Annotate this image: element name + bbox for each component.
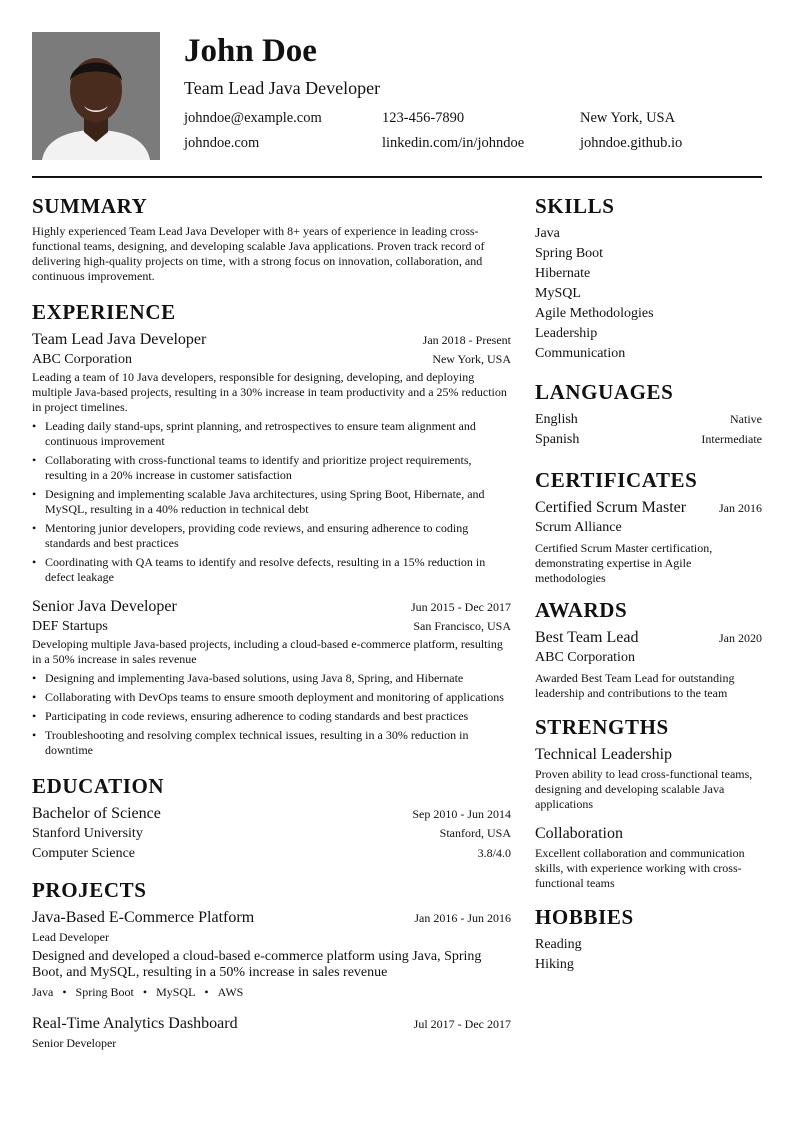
certificate-name: Certified Scrum Master bbox=[535, 499, 687, 516]
job-summary: Leading a team of 10 Java developers, responsible for designing, developing, and deploying multiple Java-based projects, resulting in a 30% increase in team productivity and a 25% reduction in project timelines. bbox=[32, 370, 507, 414]
strength-description: Proven ability to lead cross-functional teams, designing and developing scalable Java applications bbox=[535, 767, 753, 811]
project-tags bbox=[32, 984, 511, 1000]
education-dates: Sep 2010 - Jun 2014 bbox=[412, 807, 511, 821]
section-title: EXPERIENCE bbox=[32, 300, 176, 324]
project-role: Senior Developer bbox=[32, 1036, 117, 1050]
job-location: San Francisco, USA bbox=[413, 619, 511, 633]
list-item: • Participating in code reviews, ensuring adherence to coding standards and best practices bbox=[32, 709, 511, 724]
contact-email[interactable]: johndoe@example.com bbox=[184, 110, 322, 126]
award-name: Best Team Lead bbox=[535, 629, 639, 646]
project-name: Java-Based E-Commerce Platform bbox=[32, 909, 255, 926]
section-title: EDUCATION bbox=[32, 774, 165, 798]
section-title: HOBBIES bbox=[535, 905, 634, 929]
hobbies-section bbox=[535, 905, 762, 975]
contact-location: New York, USA bbox=[580, 110, 676, 126]
skills-list bbox=[535, 224, 762, 364]
project-entry bbox=[32, 1014, 511, 1051]
list-item: Communication bbox=[535, 346, 626, 361]
section-title: AWARDS bbox=[535, 598, 628, 622]
education-gpa: 3.8/4.0 bbox=[477, 846, 511, 860]
list-item: Hibernate bbox=[535, 266, 591, 281]
experience-entry bbox=[32, 330, 511, 585]
left-column bbox=[32, 194, 511, 1051]
job-role: Team Lead Java Developer bbox=[32, 331, 207, 348]
job-bullets bbox=[32, 419, 511, 585]
contact-website[interactable]: johndoe.com bbox=[184, 135, 260, 151]
certificate-date: Jan 2016 bbox=[719, 501, 762, 515]
list-item: MySQL bbox=[535, 286, 581, 301]
list-item: • Collaborating with cross-functional teams to identify and prioritize project requirements, resulting in a 20% increase in customer satisfaction bbox=[32, 453, 511, 483]
award-description: Awarded Best Team Lead for outstanding leadership and contributions to the team bbox=[535, 671, 735, 700]
summary-text: Highly experienced Team Lead Java Developer with 8+ years of experience in leading cross-functional teams, designing, and developing scalable Java applications. Proven track record of delivering high-quality projects on time, with a strong focus on innovation, collaboration, and continuous improvement. bbox=[32, 224, 485, 283]
education-school: Stanford University bbox=[32, 826, 143, 841]
job-dates: Jun 2015 - Dec 2017 bbox=[411, 600, 511, 614]
section-title: CERTIFICATES bbox=[535, 468, 698, 492]
project-entry bbox=[32, 908, 511, 1000]
tag: Spring Boot bbox=[75, 985, 134, 999]
experience-section bbox=[32, 300, 511, 758]
education-location: Stanford, USA bbox=[439, 826, 511, 840]
strength-description: Excellent collaboration and communication skills, with experience working with cross-functional teams bbox=[535, 846, 745, 890]
tag-separator: • bbox=[142, 985, 148, 999]
strength-name: Technical Leadership bbox=[535, 746, 673, 763]
certificates-section bbox=[535, 468, 762, 586]
education-degree: Bachelor of Science bbox=[32, 805, 161, 822]
list-item: Hiking bbox=[535, 957, 574, 972]
job-company: DEF Startups bbox=[32, 619, 108, 634]
contact-grid bbox=[184, 109, 762, 153]
list-item: • Leading daily stand-ups, sprint planning, and retrospectives to ensure team alignment and continuous improvement bbox=[32, 419, 511, 449]
tag-separator: • bbox=[62, 985, 67, 999]
profile-photo bbox=[32, 32, 160, 160]
certificate-description: Certified Scrum Master certification, demonstrating expertise in Agile methodologies bbox=[535, 541, 713, 585]
language-name: English bbox=[535, 412, 578, 427]
section-title: SUMMARY bbox=[32, 194, 148, 218]
strength-entry bbox=[535, 824, 762, 891]
strengths-section bbox=[535, 715, 762, 891]
job-location: New York, USA bbox=[432, 352, 511, 366]
section-title: PROJECTS bbox=[32, 878, 147, 902]
list-item: • Designing and implementing scalable Java architectures, using Spring Boot, Hibernate, and MySQL, resulting in a 40% reduction in technical debt bbox=[32, 487, 511, 517]
education-section bbox=[32, 774, 511, 864]
language-name: Spanish bbox=[535, 432, 580, 447]
language-level: Native bbox=[730, 412, 762, 426]
contact-linkedin[interactable]: linkedin.com/in/johndoe bbox=[382, 135, 525, 151]
project-dates: Jul 2017 - Dec 2017 bbox=[413, 1017, 511, 1031]
certificate-issuer: Scrum Alliance bbox=[535, 520, 622, 535]
award-issuer: ABC Corporation bbox=[535, 650, 635, 665]
contact-phone[interactable]: 123-456-7890 bbox=[382, 110, 465, 126]
languages-section bbox=[535, 380, 762, 450]
tag: Java bbox=[32, 985, 54, 999]
list-item: • Coordinating with QA teams to identify and resolve defects, resulting in a 15% reduction in defect leakage bbox=[32, 555, 511, 585]
list-item: Agile Methodologies bbox=[535, 306, 654, 321]
list-item: Java bbox=[535, 226, 560, 241]
person-title: Team Lead Java Developer bbox=[184, 78, 381, 98]
right-column bbox=[535, 194, 762, 975]
list-item: • Collaborating with DevOps teams to ensure smooth deployment and monitoring of applications bbox=[32, 690, 511, 705]
list-item: Spring Boot bbox=[535, 246, 604, 261]
job-company: ABC Corporation bbox=[32, 352, 132, 367]
tag: MySQL bbox=[156, 985, 196, 999]
section-title: STRENGTHS bbox=[535, 715, 669, 739]
strength-name: Collaboration bbox=[535, 825, 623, 842]
job-summary: Developing multiple Java-based projects, including a cloud-based e-commerce platform, resulting in a 50% increase in sales revenue bbox=[32, 637, 503, 666]
contact-github[interactable]: johndoe.github.io bbox=[580, 135, 683, 151]
list-item: Reading bbox=[535, 937, 582, 952]
list-item: • Troubleshooting and resolving complex technical issues, resulting in a 30% reduction in downtime bbox=[32, 728, 511, 758]
tag: AWS bbox=[217, 985, 244, 999]
person-portrait-icon bbox=[32, 32, 160, 160]
project-role: Lead Developer bbox=[32, 930, 109, 944]
hobbies-list bbox=[535, 935, 762, 975]
resume-header bbox=[32, 32, 762, 160]
list-item: Leadership bbox=[535, 326, 598, 341]
project-dates: Jan 2016 - Jun 2016 bbox=[414, 911, 511, 925]
job-bullets bbox=[32, 671, 511, 758]
job-role: Senior Java Developer bbox=[32, 598, 177, 615]
person-name: John Doe bbox=[184, 33, 317, 69]
section-title: LANGUAGES bbox=[535, 380, 674, 404]
list-item: • Designing and implementing Java-based solutions, using Java 8, Spring, and Hibernate bbox=[32, 671, 511, 686]
award-date: Jan 2020 bbox=[719, 631, 762, 645]
section-title: SKILLS bbox=[535, 194, 615, 218]
strength-entry bbox=[535, 745, 762, 812]
awards-section bbox=[535, 598, 762, 701]
list-item: • Mentoring junior developers, providing code reviews, and ensuring adherence to coding standards and best practices bbox=[32, 521, 511, 551]
project-name: Real-Time Analytics Dashboard bbox=[32, 1015, 238, 1032]
header-divider bbox=[32, 176, 762, 178]
summary-section bbox=[32, 194, 511, 284]
language-level: Intermediate bbox=[701, 432, 762, 446]
projects-section bbox=[32, 878, 511, 1051]
experience-entry bbox=[32, 597, 511, 758]
job-dates: Jan 2018 - Present bbox=[422, 333, 511, 347]
tag-separator: • bbox=[204, 985, 209, 999]
education-field: Computer Science bbox=[32, 846, 136, 861]
project-description: Designed and developed a cloud-based e-commerce platform using Java, Spring Boot, and MySQL, resulting in a 50% increase in sales revenue bbox=[32, 949, 482, 980]
skills-section bbox=[535, 194, 762, 364]
